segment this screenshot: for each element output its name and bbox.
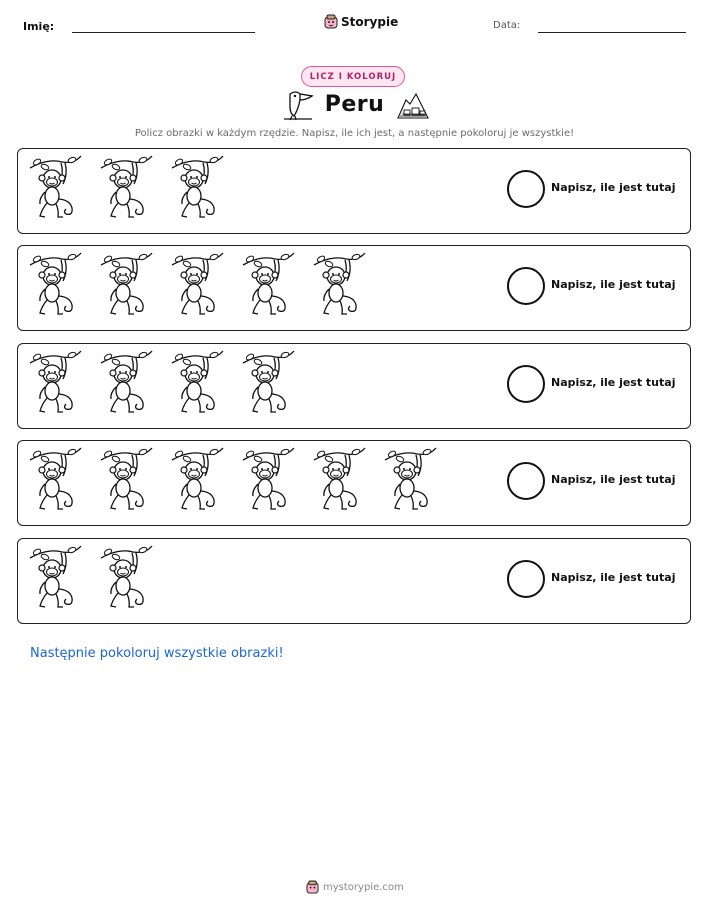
answer-label: Napisz, ile jest tutaj	[551, 278, 676, 291]
monkey-icon[interactable]	[241, 251, 296, 317]
monkey-icon[interactable]	[28, 544, 83, 610]
monkey-icon[interactable]	[28, 349, 83, 415]
brand-name: Storypie	[341, 15, 399, 29]
answer-label: Napisz, ile jest tutaj	[551, 376, 676, 389]
monkey-icon[interactable]	[170, 154, 225, 220]
storypie-logo-icon	[306, 880, 319, 895]
date-label: Data:	[493, 20, 521, 31]
counting-row-4	[17, 440, 691, 526]
instructions: Policz obrazki w każdym rzędzie. Napisz, ile ich jest, a następnie pokoloruj je wszystkie!	[134, 128, 575, 139]
answer-label: Napisz, ile jest tutaj	[551, 473, 676, 486]
answer-circle[interactable]	[507, 462, 545, 500]
monkey-icon[interactable]	[241, 349, 296, 415]
monkey-group	[28, 349, 296, 415]
monkey-icon[interactable]	[28, 251, 83, 317]
name-label: Imię:	[23, 20, 55, 33]
monkey-icon[interactable]	[312, 446, 367, 512]
monkey-icon[interactable]	[170, 446, 225, 512]
monkey-icon[interactable]	[99, 349, 154, 415]
monkey-icon[interactable]	[28, 446, 83, 512]
counting-row-2	[17, 245, 691, 331]
monkey-icon[interactable]	[170, 251, 225, 317]
date-line[interactable]	[538, 32, 686, 33]
answer-circle[interactable]	[507, 560, 545, 598]
answer-circle[interactable]	[507, 170, 545, 208]
monkey-icon[interactable]	[312, 251, 367, 317]
machu-picchu-icon	[396, 90, 430, 120]
storypie-logo-icon	[324, 14, 338, 30]
answer-circle[interactable]	[507, 365, 545, 403]
activity-badge: LICZ I KOLORUJ	[301, 66, 405, 87]
footer-brand	[306, 880, 404, 895]
monkey-icon[interactable]	[383, 446, 438, 512]
monkey-icon[interactable]	[99, 544, 154, 610]
counting-row-5	[17, 538, 691, 624]
name-line[interactable]	[72, 32, 255, 33]
monkey-icon[interactable]	[99, 446, 154, 512]
page-title: Peru	[324, 92, 385, 117]
monkey-group	[28, 446, 438, 512]
footer-url: mystorypie.com	[323, 882, 404, 893]
answer-circle[interactable]	[507, 267, 545, 305]
answer-label: Napisz, ile jest tutaj	[551, 571, 676, 584]
monkey-icon[interactable]	[28, 154, 83, 220]
monkey-icon[interactable]	[99, 251, 154, 317]
brand-logo	[324, 14, 398, 30]
counting-row-1	[17, 148, 691, 234]
monkey-group	[28, 154, 225, 220]
monkey-group	[28, 544, 154, 610]
monkey-icon[interactable]	[241, 446, 296, 512]
coloring-note: Następnie pokoloruj wszystkie obrazki!	[30, 646, 284, 661]
monkey-icon[interactable]	[170, 349, 225, 415]
monkey-icon[interactable]	[99, 154, 154, 220]
answer-label: Napisz, ile jest tutaj	[551, 181, 676, 194]
monkey-group	[28, 251, 367, 317]
counting-row-3	[17, 343, 691, 429]
